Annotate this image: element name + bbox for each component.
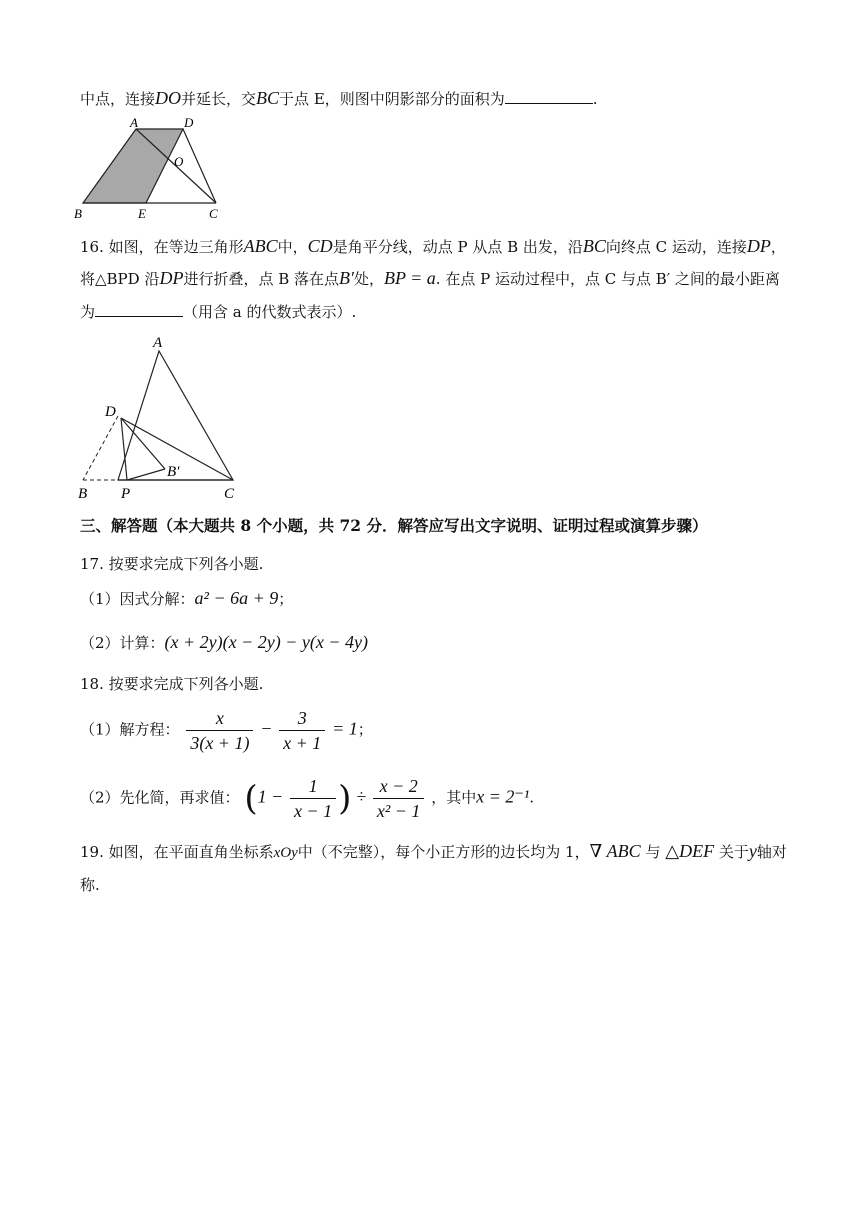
q18-part-1: （1）解方程： $\frac{x}{3(x + 1)}$ − $\frac{3}{x + 1}$ = 1；	[80, 708, 373, 753]
answer-blank-16[interactable]	[95, 302, 183, 317]
figure-15-parallelogram	[70, 118, 240, 222]
fraction-x-over-3x1: $\frac{x}{3(x + 1)}$	[186, 706, 253, 755]
label-A: A	[130, 118, 138, 130]
q17-part-1: （1）因式分解：a² − 6a + 9；	[80, 588, 294, 608]
q15-text: 中点，连接DO并延长，交BC于点 E，则图中阴影部分的面积为 .	[80, 88, 598, 108]
label-A: A	[153, 335, 163, 351]
label-C: C	[224, 486, 235, 502]
label-B-prime: B′	[167, 464, 180, 480]
q17-part-2: （2）计算：(x + 2y)(x − 2y) − y(x − 4y)	[80, 632, 369, 652]
q16-line-1: 16. 如图，在等边三角形ABC中，CD是角平分线，动点 P 从点 B 出发，沿BC向终点 C 运动，连接DP，	[80, 236, 786, 256]
label-P: P	[121, 486, 131, 502]
fraction-1-over-x-1: $\frac{1}{x - 1}$	[290, 774, 336, 823]
label-E: E	[138, 206, 146, 221]
section-3-title: 三、解答题（本大题共 8 个小题，共 72 分．解答应写出文字说明、证明过程或演算步骤）	[80, 516, 708, 535]
figure-16-triangle	[70, 330, 250, 506]
label-D: D	[184, 118, 194, 130]
q19-line-2: 称.	[80, 876, 100, 894]
q16-line-3: 为 （用含 a 的代数式表示）.	[80, 303, 357, 321]
q18-part-2: （2）先化简，再求值： (1 − $\frac{1}{x - 1}$ ) ÷ $\frac{x - 2}{\text{x² − 1}}$ ，其中x = 2⁻¹.	[80, 776, 535, 821]
q17-stem: 17. 按要求完成下列各小题.	[80, 555, 264, 573]
q19-line-1: 19. 如图，在平面直角坐标系xOy中（不完整），每个小正方形的边长均为 1，∇ ABC 与 △DEF 关于y轴对	[80, 841, 787, 861]
fraction-3-over-x1: $\frac{3}{x + 1}$	[279, 706, 325, 755]
answer-blank-15[interactable]	[505, 89, 593, 104]
fraction-x-2-over-x2-1: $\frac{x - 2}{\text{x² − 1}}$	[373, 774, 425, 823]
label-B: B	[74, 206, 82, 221]
label-B: B	[78, 486, 88, 502]
label-C: C	[209, 206, 218, 221]
label-O: O	[174, 154, 184, 169]
q16-line-2: 将△BPD 沿DP进行折叠，点 B 落在点B′处，BP = a. 在点 P 运动过程中，点 C 与点 B′ 之间的最小距离	[80, 268, 780, 288]
label-D: D	[105, 404, 116, 420]
q18-stem: 18. 按要求完成下列各小题.	[80, 675, 264, 693]
